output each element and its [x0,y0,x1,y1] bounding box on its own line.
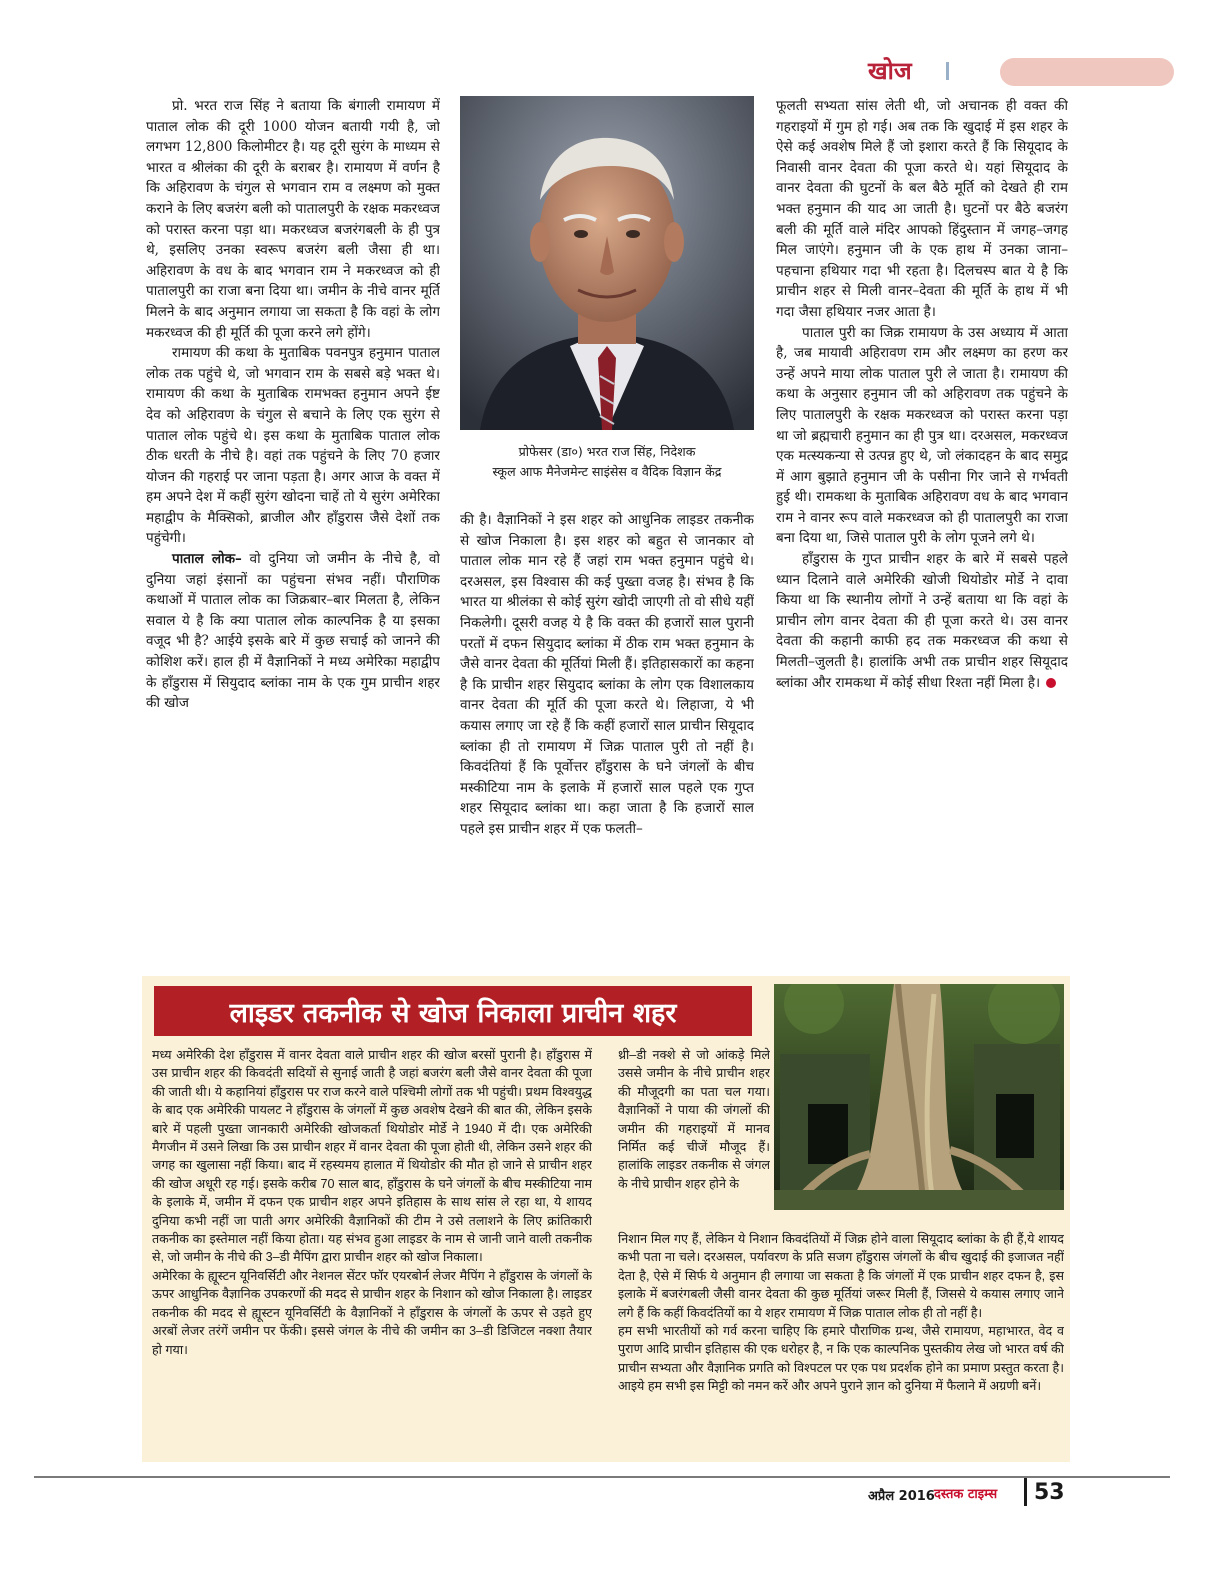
article-paragraph-text: हॉंडुरास के गुप्त प्राचीन शहर के बारे में सबसे पहले ध्यान दिलाने वाले अमेरिकी खोजी थियोडोर मोर्डे ने दावा किया था कि स्थानीय लोगों ने उन्हें बताया था कि वहां के प्राचीन लोग वानर देवता की ही पूजा करते थे। उस वानर देवता की कहानी काफी हद तक मकरध्वज की कथा से मिलती–जुलती है। हालांकि अभी तक प्राचीन शहर सियूदाद ब्लांका और रामकथा में कोई सीधा रिश्ता नहीं मिला है। [776,551,1068,691]
article-paragraph: रामायण की कथा के मुताबिक पवनपुत्र हनुमान पाताल लोक तक पहुंचे थे, जो भगवान राम के सबसे बड़े भक्त थे। रामायण की कथा के मुताबिक रामभक्त हनुमान अपने ईष्ट देव को अहिरावण के चंगुल से बचाने के लिए एक सुरंग से पाताल लोक पहुंचे थे। इस कथा के मुताबिक पाताल लोक ठीक धरती के नीचे है। वहां तक पहुंचने के लिए 70 हजार योजन की गहराई पर जाना पड़ता है। अगर आज के वक्त में हम अपने देश में कहीं सुरंग खोदना चाहें तो ये सुरंग अमेरिका महाद्वीप के मैक्सिको, ब्राजील और हॉंडुरास जैसे देशों तक पहुंचेगी। [146,345,440,547]
issue-date: अप्रैल 2016 [868,1489,935,1504]
footer-rule [34,1476,1170,1478]
article-paragraph: प्रो. भरत राज सिंह ने बताया कि बंगाली रामायण में पाताल लोक की दूरी 1000 योजन बतायी गयी है, जो लगभग 12,800 किलोमीटर है। यह दूरी सुरंग के माध्यम से भारत व श्रीलंका की दूरी के बराबर है। रामायण में वर्णन है कि अहिरावण के चंगुल से भगवान राम व लक्ष्मण को मुक्त कराने के लिए बजरंग बली को पातालपुरी के रक्षक मकरध्वज को परास्त करना पड़ा था। मकरध्वज बजरंगबली के ही पुत्र थे, इसलिए उनका स्वरूप बजरंग बली जैसा ही था। अहिरावण के वध के बाद भगवान राम ने मकरध्वज को ही पातालपुरी का राजा बना दिया था। जमीन के नीचे वानर मूर्ति मिलने के बाद अनुमान लगाया जा सकता है कि वहां के लोग मकरध्वज की ही मूर्ति की पूजा करने लगे होंगे। [146,98,440,341]
sidebar-paragraph: मध्य अमेरिकी देश हॉंडुरास में वानर देवता वाले प्राचीन शहर की खोज बरसों पुरानी है। हॉंडुरास में उस प्राचीन शहर की किवदंती सदियों से सुनाई जाती है जहां बजरंग बली जैसे वानर देवता की पूजा की जाती थी। ये कहानियां हॉंडुरास पर राज करने वाले पश्चिमी लोगों तक भी पहुंची। प्रथम विश्वयुद्ध के बाद एक अमेरिकी पायलट ने हॉंडुरास के जंगलों में कुछ अवशेष देखने की बात की, लेकिन इसके बारे में पहली पुख्ता जानकारी अमेरिकी खोजकर्ता थियोडोर मोर्डे ने 1940 में दी। एक अमेरिकी मैगजीन में उसने लिखा कि उस प्राचीन शहर में वानर देवता की पूजा होती थी, लेकिन उसने शहर की जगह का खुलासा नहीं किया। बाद में रहस्यमय हालात में थियोडोर की मौत हो जाने से प्राचीन शहर की खोज अधूरी रह गई। इसके करीब 70 साल बाद, हॉंडुरास के घने जंगलों के बीच मस्कीटिया नाम के इलाके में, जमीन में दफन एक प्राचीन शहर अपने इतिहास के साथ सांस ले रहा था, ये शायद दुनिया कभी नहीं जा पाती अगर अमेरिकी वैज्ञानिकों की टीम ने उसे तलाशने के लिए क्रांतिकारी तकनीक का इस्तेमाल नहीं किया होता। यह संभव हुआ लाइडर के नाम से जानी जाने वाली तकनीक से, जो जमीन के नीचे की 3–डी मैपिंग द्वारा प्राचीन शहर को खोज निकाला। [152,1048,592,1265]
article-column-3 [776,96,1068,966]
article-paragraph: फूलती सभ्यता सांस लेती थी, जो अचानक ही वक्त की गहराइयों में गुम हो गई। अब तक कि खुदाई में इस शहर के ऐसे कई अवशेष मिले हैं जो इशारा करते हैं कि सियूदाद के निवासी वानर देवता की पूजा करते थे। यहां सियूदाद के वानर देवता की घुटनों के बल बैठे मूर्ति को देखते ही राम भक्त हनुमान की याद आ जाती है। घुटनों पर बैठे बजरंग बली की मूर्ति वाले मंदिर आपको हिंदुस्तान में जगह–जगह मिल जाएंगे। हनुमान जी के एक हाथ में उनका जाना–पहचाना हथियार गदा भी रहता है। दिलचस्प बात ये है कि प्राचीन शहर से मिली वानर–देवता की मूर्ति के हाथ में भी गदा जैसा हथियार नजर आता है। [776,98,1068,320]
sidebar-column-2-top [618,1046,770,1230]
photo-caption-line-2: स्कूल आफ मैनेजमेन्ट साइंसेस व वैदिक विज्ञान केंद्र [492,464,722,479]
article-paragraph [776,549,1068,693]
ruins-tree-photo [774,984,1064,1210]
photo-caption [460,442,754,482]
sidebar-paragraph: अमेरिका के ह्यूस्टन यूनिवर्सिटी और नेशनल सेंटर फॉर एयरबोर्न लेजर मैपिंग ने हॉंडुरास के जंगलों के ऊपर आधुनिक वैज्ञानिक उपकरणों की मदद से प्राचीन शहर के निशान को खोज निकाला है। लाइडर तकनीक की मदद से ह्यूस्टन यूनिवर्सिटी के वैज्ञानिकों ने हॉंडुरास के जंगलों के ऊपर से उड़ते हुए अरबों लेजर तरंगें जमीन पर फेंकी। इससे जंगल के नीचे की जमीन का 3–डी डिजिटल नक्शा तैयार हो गया। [152,1268,592,1357]
footer-divider [1024,1478,1027,1506]
article-paragraph [146,549,440,714]
page-number: 53 [1034,1480,1065,1505]
sidebar-paragraph: हम सभी भारतीयों को गर्व करना चाहिए कि हमारे पौराणिक ग्रन्थ, जैसे रामायण, महाभारत, वेद व पुराण आदि प्राचीन इतिहास की एक धरोहर है, न कि एक काल्पनिक पुस्तकीय लेख जो भारत वर्ष की प्राचीन सभ्यता और वैज्ञानिक प्रगति को विश्पटल पर एक पथ प्रदर्शक होने का प्रमाण प्रस्तुत करता है। आइये हम सभी इस मिट्टी को नमन करें और अपने पुराने ज्ञान को दुनिया में फैलाने में अग्रणी बनें। [618,1324,1064,1394]
end-of-article-dot-icon [1046,678,1056,688]
sidebar-paragraph: थ्री–डी नक्शे से जो आंकड़े मिले उससे जमीन के नीचे प्राचीन शहर की मौजूदगी का पता चल गया। वैज्ञानिकों ने पाया की जंगलों की जमीन की गहराइयों में मानव निर्मित कई चीजें मौजूद हैं। हालांकि लाइडर तकनीक से जंगल के नीचे प्राचीन शहर होने के [618,1048,770,1191]
professor-photo [460,96,754,430]
subheading-patal-lok: पाताल लोक– [172,551,242,568]
section-label: खोज [868,57,912,85]
header-decorative-pill [1000,58,1174,86]
article-paragraph: पाताल पुरी का जिक्र रामायण के उस अध्याय में आता है, जब मायावी अहिरावण राम और लक्ष्मण का हरण कर उन्हें अपने माया लोक पाताल पुरी ले जाता है। रामायण की कथा के अनुसार हनुमान जी को अहिरावण तक पहुंचने के लिए पातालपुरी के रक्षक मकरध्वज को परास्त करना पड़ा था जो ब्रह्मचारी हनुमान का ही पुत्र था। दरअसल, मकरध्वज एक मत्स्यकन्या से उत्पन्न हुए थे, जो लंकादहन के बाद समुद्र में आग बुझाते हनुमान जी के पसीना गिर जाने से गर्भवती हुई थी। रामकथा के मुताबिक अहिरावण वध के बाद भगवान राम ने वानर रूप वाले मकरध्वज को ही पातालपुरी का राजा बना दिया था, जिसे पाताल पुरी के लोग पूजने लगे थे। [776,324,1068,547]
professor-portrait-illustration [460,96,754,430]
article-paragraph: की है। वैज्ञानिकों ने इस शहर को आधुनिक लाइडर तकनीक से खोज निकाला है। इस शहर को बहुत से जानकार वो पाताल लोक मान रहे हैं जहां राम भक्त हनुमान पहुंचे थे। दरअसल, इस विश्वास की कई पुख्ता वजह है। संभव है कि भारत या श्रीलंका से कोई सुरंग खोदी जाएगी तो वो सीधे यहीं निकलेगी। दूसरी वजह ये है कि वक्त की हजारों साल पुरानी परतों में दफन सियुदाद ब्लांका में ठीक राम भक्त हनुमान के जैसे वानर देवता की मूर्तियां मिली हैं। इतिहासकारों का कहना है कि प्राचीन शहर सियुदाद ब्लांका के लोग एक विशालकाय वानर देवता की मूर्ति की पूजा करते थे। लिहाजा, ये भी कयास लगाए जा रहे हैं कि कहीं हजारों साल प्राचीन सियूदाद ब्लांका ही तो रामायण में जिक्र पाताल पुरी तो नहीं है। किवदंतियां हैं कि पूर्वोत्तर हॉंडुरास के घने जंगलों के बीच मस्कीटिया नाम के इलाके में हजारों साल पहले एक गुप्त शहर सियूदाद ब्लांका था। कहा जाता है कि हजारों साल पहले इस प्राचीन शहर में एक फलती– [460,512,754,837]
article-column-1 [146,96,440,966]
article-column-2 [460,510,754,966]
header-divider [946,62,949,80]
sidebar-column-1 [152,1046,592,1458]
magazine-logo: दस्तक टाइम्स [934,1487,998,1502]
photo-caption-line-1: प्रोफेसर (डा०) भरत राज सिंह, निदेशक [518,444,696,459]
jungle-ruins-illustration [774,984,1064,1210]
sidebar-column-2-bottom [618,1230,1064,1458]
article-paragraph-text: वो दुनिया जो जमीन के नीचे है, वो दुनिया जहां इंसानों का पहुंचना संभव नहीं। पौराणिक कथाओं में पाताल लोक का जिक्रबार–बार मिलता है, लेकिन सवाल ये है कि क्या पाताल लोक काल्पनिक है या इसका वजूद भी है? आईये इसके बारे में कुछ सचाई को जानने की कोशिश करें। हाल ही में वैज्ञानिकों ने मध्य अमेरिका महाद्वीप के हॉंडुरास में सियुदाद ब्लांका नाम के एक गुम प्राचीन शहर की खोज [146,551,440,712]
sidebar-box-title: लाइडर तकनीक से खोज निकाला प्राचीन शहर [154,986,752,1036]
sidebar-paragraph: निशान मिल गए हैं, लेकिन ये निशान किवदंतियों में जिक्र होने वाला सियूदाद ब्लांका के ही हैं,ये शायद कभी पता ना चले। दरअसल, पर्यावरण के प्रति सजग हॉंडुरास जंगलों के बीच खुदाई की इजाजत नहीं देता है, ऐसे में सिर्फ ये अनुमान ही लगाया जा सकता है कि जंगलों में एक प्राचीन शहर दफन है, इस इलाके में बजरंगबली जैसी वानर देवता की कुछ मूर्तियां जरूर मिली हैं, जिससे ये कयास लगाए जाने लगे हैं कि कहीं किवदंतियों का ये शहर रामायण में जिक्र पाताल लोक ही तो नहीं है। [618,1232,1064,1320]
